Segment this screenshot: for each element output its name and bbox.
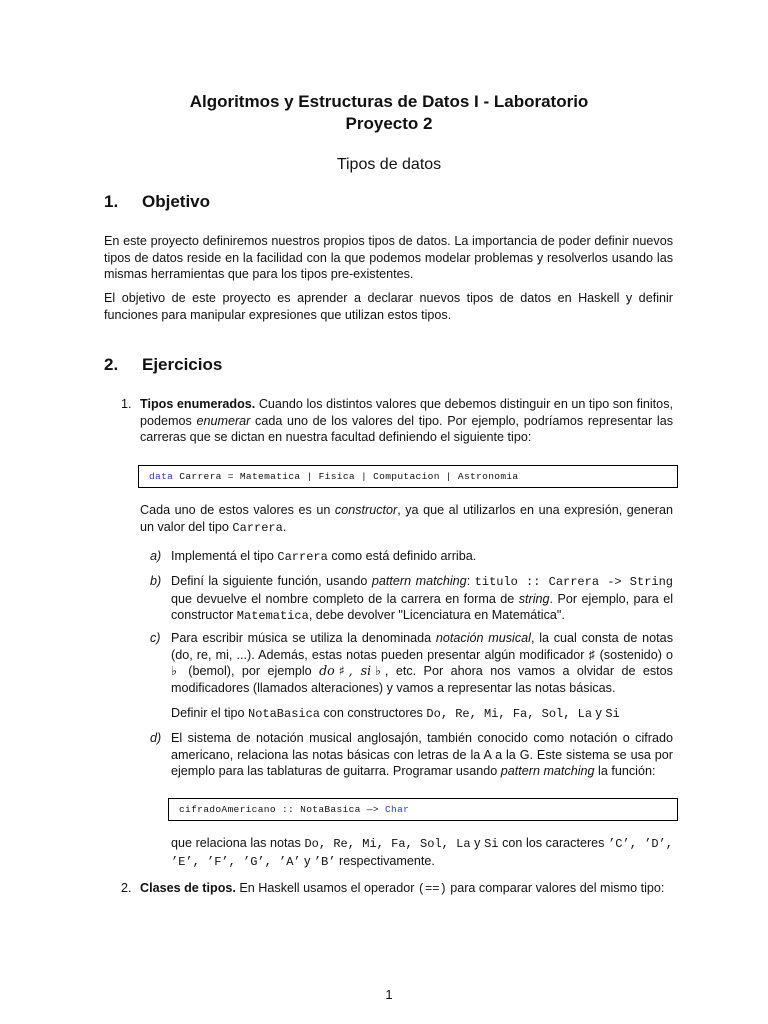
subitem-label: a) — [150, 549, 162, 563]
subitem-c-definition: Definir el tipo NotaBasica con constructores Do, Re, Mi, Fa, Sol, La y Si — [171, 706, 620, 721]
subitem-c: Para escribir música se utiliza la denominada notación musical, la cual consta de notas (do, re, mi, ...). Además, estas notas pueden presentar algún modificador ♯ (sostenido) o ♭ (bemol), por ejemplo do♯, si♭, etc. Por ahora nos vamos a olvidar de estos modificadores (llamados alteraciones) y vamos a representar las notas básicas. — [171, 631, 673, 695]
item-clases-de-tipos: Clases de tipos. En Haskell usamos el operador (==) para comparar valores del mismo tipo: — [140, 881, 665, 896]
section-number: 1. — [104, 192, 119, 211]
objetivo-paragraph-1: En este proyecto definiremos nuestros propios tipos de datos. La importancia de poder definir nuevos tipos de datos reside en la facilidad con la que podemos modelar problemas y resolverlos usando las mismas herramientas que para los tipos pre-existentes. — [104, 234, 673, 282]
code-block-cifrado: cifradoAmericano :: NotaBasica —> Char — [168, 798, 678, 821]
code-block-carrera: data Carrera = Matematica | Fisica | Computacion | Astronomia — [138, 465, 678, 488]
item-heading: Clases de tipos. — [140, 881, 236, 895]
item-number: 1. — [121, 397, 132, 411]
document-topic: Tipos de datos — [336, 156, 442, 173]
item-number: 2. — [121, 881, 132, 895]
section-title: Ejercicios — [142, 355, 223, 374]
subitem-b: Definí la siguiente función, usando pattern matching: titulo :: Carrera -> String que devuelve el nombre completo de la carrera en forma de string. Por ejemplo, para el constructor Matematica, debe devolver "Licenciatura en Matemática". — [171, 574, 673, 624]
code-keyword: Char — [384, 804, 410, 815]
item-heading: Tipos enumerados. — [140, 397, 256, 411]
section-number: 2. — [104, 355, 119, 374]
document-subtitle-project: Proyecto 2 — [345, 114, 433, 133]
item-tipos-enumerados: Tipos enumerados. Cuando los distintos valores que debemos distinguir en un tipo son finitos, podemos enumerar cada uno de los valores del tipo. Por ejemplo, podríamos representar las carreras que se dictan en nuestra facultad definiendo el siguiente tipo: — [140, 397, 674, 445]
objetivo-paragraph-2: El objetivo de este proyecto es aprender a declarar nuevos tipos de datos en Haskell y definir funciones para manipular expresiones que utilizan estos tipos. — [104, 291, 673, 322]
subitem-a: Implementá el tipo Carrera como está definido arriba. — [171, 549, 477, 564]
section-heading-objetivo — [104, 192, 210, 212]
subitem-label: c) — [150, 631, 161, 645]
page-number: 1 — [385, 987, 393, 1002]
subitem-d: El sistema de notación musical anglosajón, también conocido como notación o cifrado americano, relaciona las notas básicas con letras de la A a la G. Este sistema se usa por ejemplo para las tablaturas de guitarra. Programar usando pattern matching la función: — [171, 731, 673, 779]
constructor-explanation: Cada uno de estos valores es un constructor, ya que al utilizarlos en una expresión, generan un valor del tipo Carrera. — [140, 503, 673, 535]
document-title: Algoritmos y Estructuras de Datos I - Laboratorio — [189, 92, 589, 111]
subitem-label: b) — [150, 574, 162, 588]
section-title: Objetivo — [142, 192, 211, 211]
subitem-label: d) — [150, 731, 162, 745]
code-keyword: data — [149, 471, 174, 482]
subitem-d-explanation: que relaciona las notas Do, Re, Mi, Fa, Sol, La y Si con los caracteres ’C’, ’D’, ’E’, ’F’, ’G’, ’A’ y ’B’ respectivamente. — [171, 836, 674, 869]
section-heading-ejercicios — [104, 355, 222, 375]
